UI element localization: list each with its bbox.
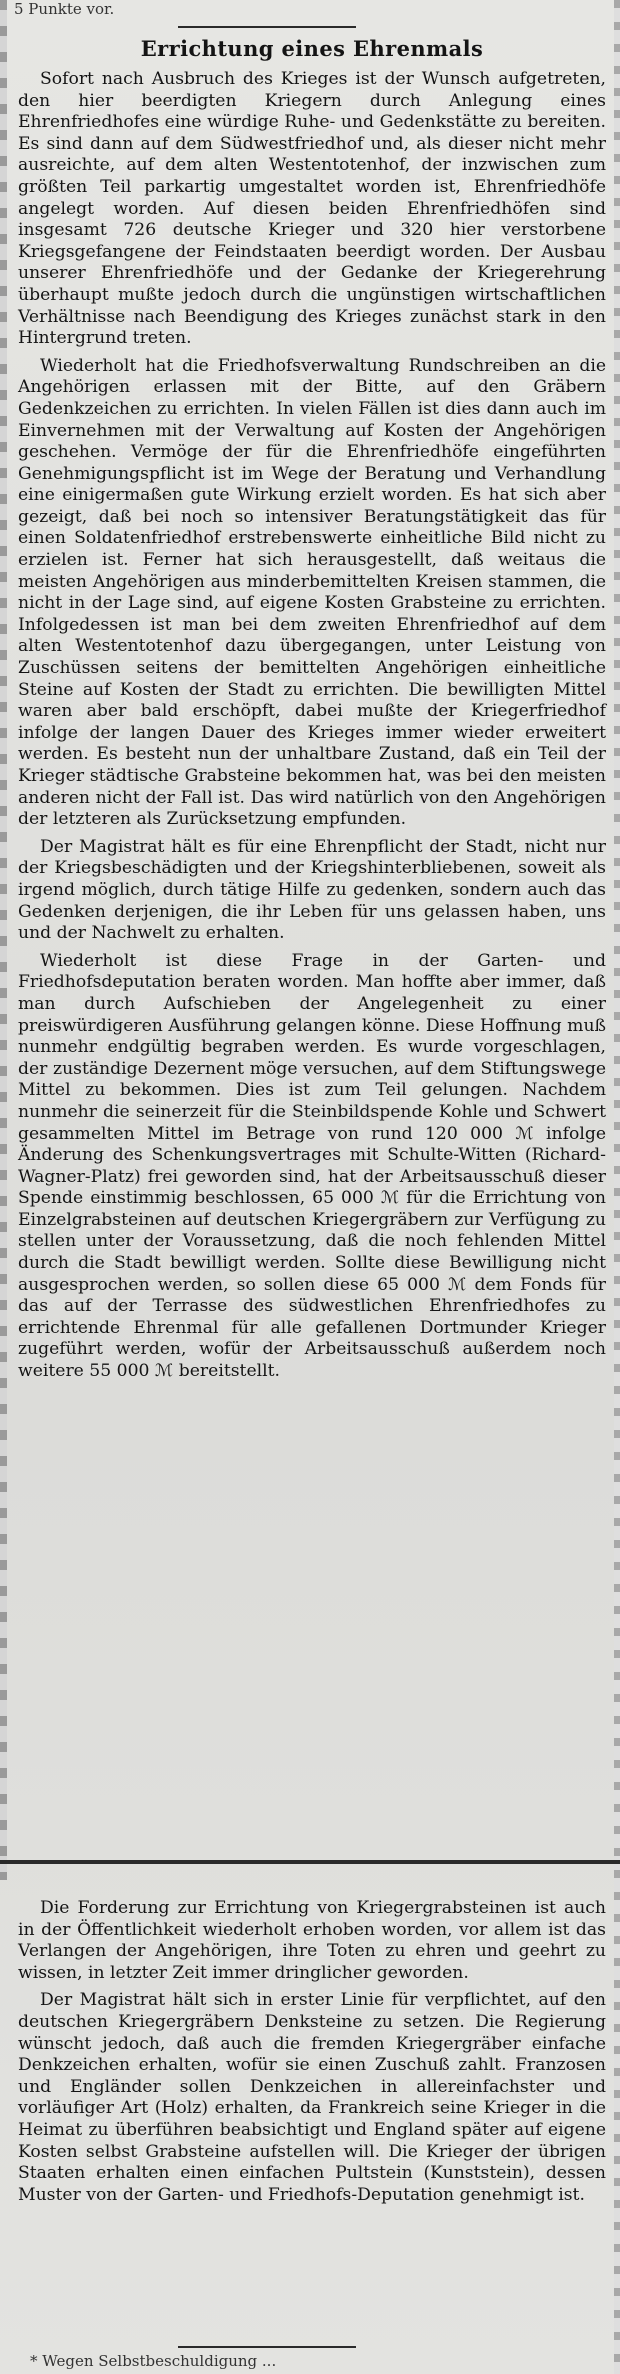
article-paragraph: Wiederholt hat die Friedhofsverwaltung Rundschreiben an die Angehörigen erlassen mit der Bitte, auf den Gräbern Gedenkzeichen zu errichten. In vielen Fällen ist dies dann auch im Einvernehmen mit der Verwaltung auf Kosten der Angehörigen geschehen. Vermöge der für die Ehrenfriedhöfe eingeführten Genehmigungspflicht ist im Wege der Beratung und Verhandlung eine einigermaßen gute Wirkung erzielt worden. Es hat sich aber gezeigt, daß bei noch so intensiver Beratungstätigkeit das für einen Soldatenfriedhof erstrebenswerte einheitliche Bild nicht zu erzielen ist. Ferner hat sich herausgestellt, daß weitaus die meisten Angehörigen aus minderbemittelten Kreisen stammen, die nicht in der Lage sind, auf eigene Kosten Grabsteine zu errichten. Infolgedessen ist man bei dem zweiten Ehrenfriedhof auf dem alten Westentotenhof dazu übergegangen, unter Leistung von Zuschüssen seitens der bemittelten Angehörigen einheitliche Steine auf Kosten der Stadt zu errichten. Die bewilligten Mittel waren aber bald erschöpft, dabei mußte der Kriegerfriedhof infolge der langen Dauer des Krieges immer wieder erweitert werden. Es besteht nun der unhaltbare Zustand, daß ein Teil der Krieger städtische Grabsteine bekommen hat, was bei den meisten anderen nicht der Fall ist. Das wird natürlich von den Angehörigen der letzteren als Zurücksetzung empfunden. bbox=[18, 355, 606, 830]
article-paragraph: Sofort nach Ausbruch des Krieges ist der Wunsch aufgetreten, den hier beerdigten Kriegern durch Anlegung eines Ehrenfriedhofes eine würdige Ruhe- und Gedenkstätte zu bereiten. Es sind dann auf dem Südwestfriedhof und, als dieser nicht mehr ausreichte, auf dem alten Westentotenhof, der inzwischen zum größten Teil parkartig umgestaltet worden ist, Ehrenfriedhöfe angelegt worden. Auf diesen beiden Ehrenfriedhöfen sind insgesamt 726 deutsche Krieger und 320 hier verstorbene Kriegsgefangene der Feindstaaten beerdigt worden. Der Ausbau unserer Ehrenfriedhöfe und der Gedanke der Kriegerehrung überhaupt mußte jedoch durch die ungünstigen wirtschaftlichen Verhältnisse nach Beendigung des Krieges zunächst stark in den Hintergrund treten. bbox=[18, 69, 606, 349]
next-article-fragment: * Wegen Selbstbeschuldigung ... bbox=[30, 2352, 277, 2370]
article-paragraph: Wiederholt ist diese Frage in der Garten- und Friedhofsdeputation beraten worden. Man hoffte aber immer, daß man durch Aufschieben der Angelegenheit zu einer preiswürdigeren Ausführung gelangen könne. Diese Hoffnung muß nunmehr endgültig begraben werden. Es wurde vorgeschlagen, der zuständige Dezernent möge versuchen, auf dem Stiftungswege Mittel zu bekommen. Dies ist zum Teil gelungen. Nachdem nunmehr die seinerzeit für die Steinbildspende Kohle und Schwert gesammelten Mittel im Betrage von rund 120 000 ℳ infolge Änderung des Schenkungsvertrages mit Schulte-Witten (Richard-Wagner-Platz) frei geworden sind, hat der Arbeitsausschuß dieser Spende einstimmig beschlossen, 65 000 ℳ für die Errichtung von Einzelgrabsteinen auf deutschen Kriegergräbern zur Verfügung zu stellen unter der Voraussetzung, daß die noch fehlenden Mittel durch die Stadt bewilligt werden. Sollte diese Bewilligung nicht ausgesprochen werden, so sollen diese 65 000 ℳ dem Fonds für das auf der Terrasse des südwestlichen Ehrenfriedhofes zu errichtende Ehrenmal für alle gefallenen Dortmunder Krieger zugeführt werden, wofür der Arbeitsausschuß außerdem noch weitere 55 000 ℳ bereitstellt. bbox=[18, 950, 606, 1382]
article-title: Errichtung eines Ehrenmals bbox=[140, 36, 484, 61]
end-rule bbox=[178, 2346, 356, 2348]
section-divider bbox=[0, 1860, 620, 1864]
article-paragraph: Der Magistrat hält sich in erster Linie für verpflichtet, auf den deutschen Kriegergräbern Denksteine zu setzen. Die Regierung wünscht jedoch, daß auch die fremden Kriegergräber einfache Denkzeichen erhalten, wofür sie einen Zuschuß zahlt. Franzosen und Engländer sollen Denkzeichen in allereinfachster und vorläufiger Art (Holz) erhalten, da Frankreich seine Krieger in die Heimat zu überführen beabsichtigt und England später auf eigene Kosten selbst Grabsteine aufstellen will. Die Krieger der übrigen Staaten erhalten einen einfachen Pultstein (Kunststein), dessen Muster von der Garten- und Friedhofs-Deputation genehmigt ist. bbox=[18, 1990, 606, 2205]
right-column-edge bbox=[614, 0, 620, 2374]
previous-article-fragment: 5 Punkte vor. bbox=[14, 0, 115, 18]
article-kriegergrabsteine bbox=[18, 1898, 606, 2206]
article-ehrenmal bbox=[18, 36, 606, 1383]
article-paragraph: Die Forderung zur Errichtung von Kriegergrabsteinen ist auch in der Öffentlichkeit wiederholt erhoben worden, vor allem ist das Verlangen der Angehörigen, ihre Toten zu ehren und geehrt zu wissen, in letzter Zeit immer dringlicher geworden. bbox=[18, 1898, 606, 1983]
title-rule bbox=[178, 26, 356, 28]
left-column-edge bbox=[0, 0, 7, 1880]
article-paragraph: Der Magistrat hält es für eine Ehrenpflicht der Stadt, nicht nur der Kriegsbeschädigten und der Kriegshinterbliebenen, soweit als irgend möglich, durch tätige Hilfe zu gedenken, sondern auch das Gedenken derjenigen, die ihr Leben für uns gelassen haben, uns und der Nachwelt zu erhalten. bbox=[18, 836, 606, 944]
